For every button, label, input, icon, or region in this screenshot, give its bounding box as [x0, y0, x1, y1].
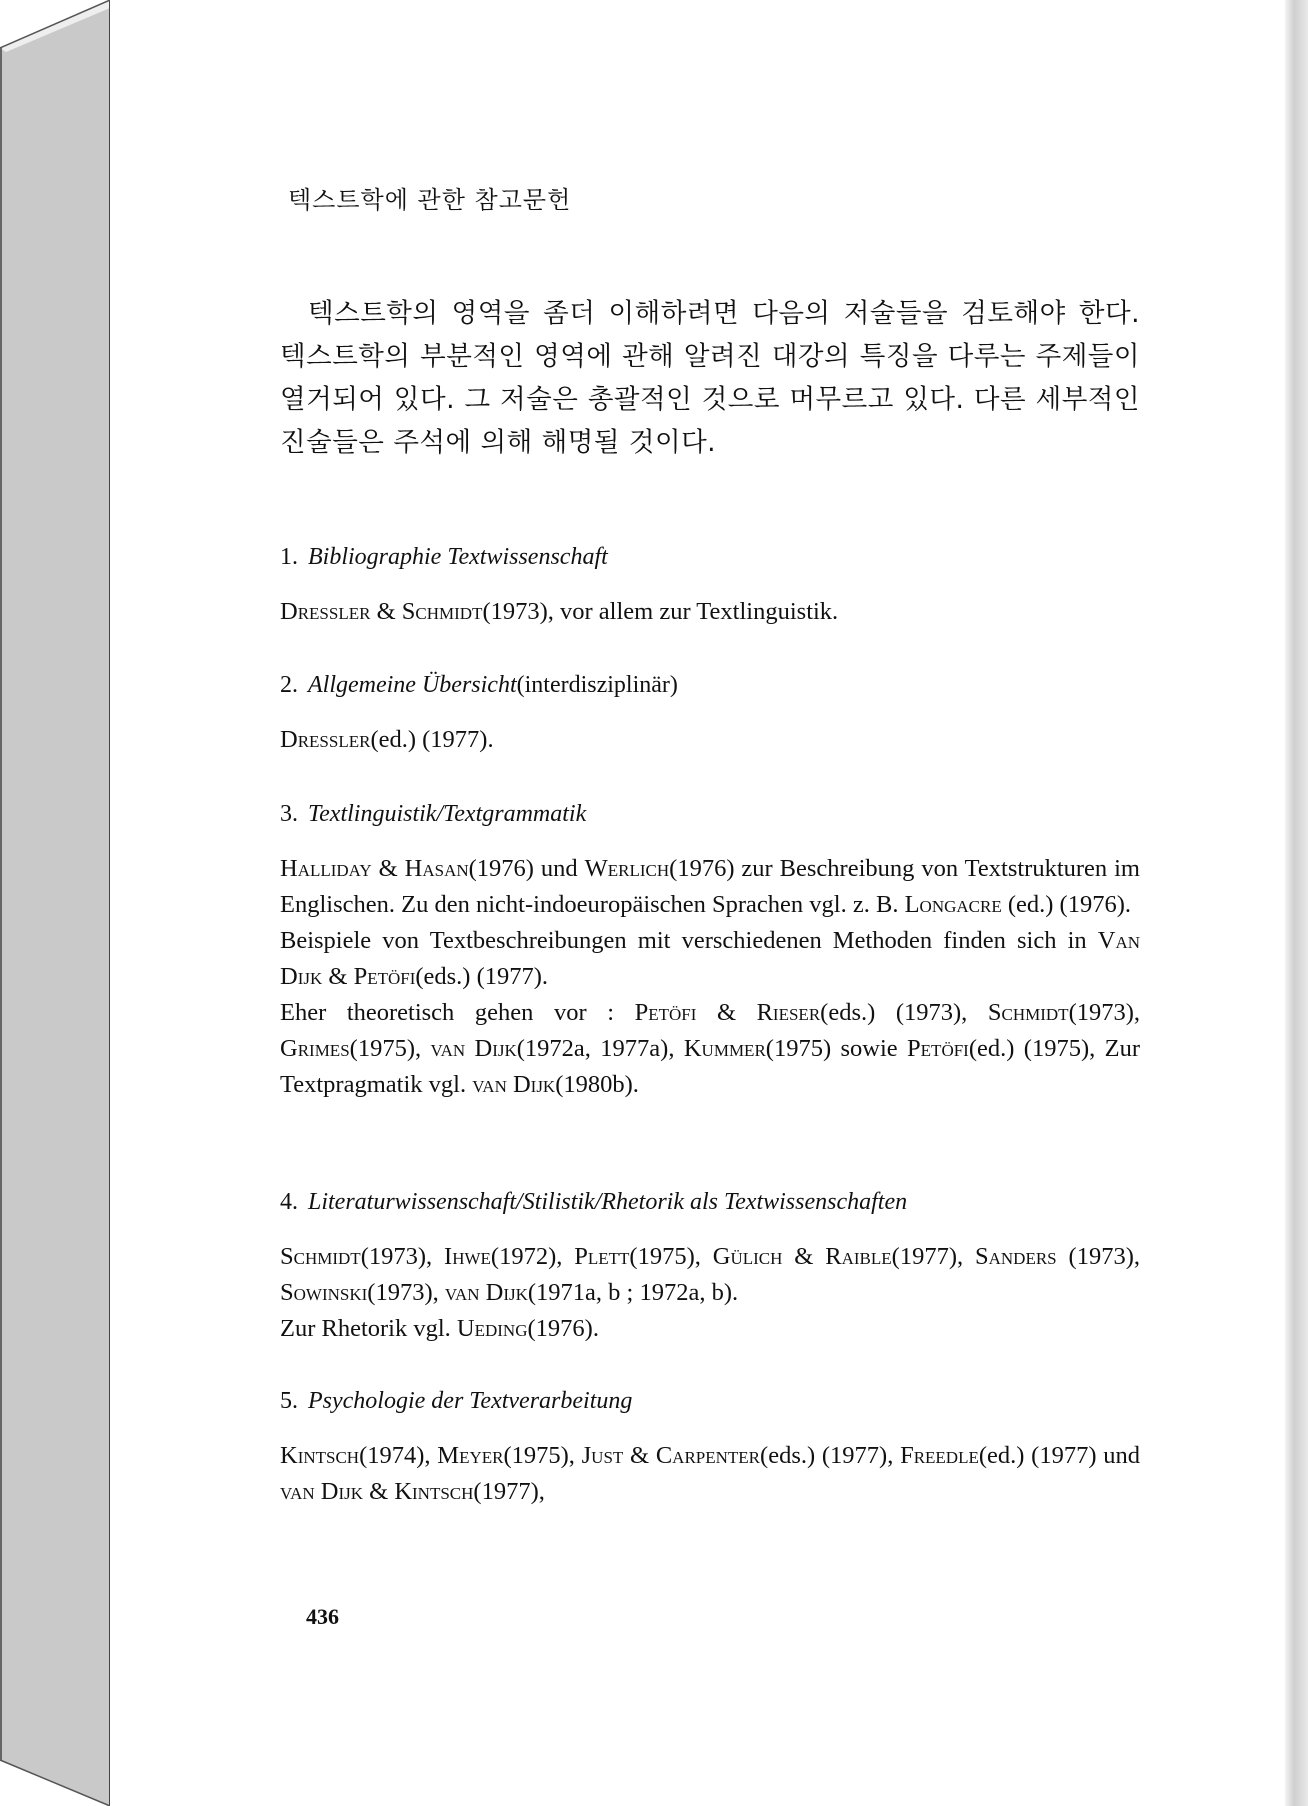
- section-number: 3.: [280, 801, 298, 827]
- section-paragraph: [280, 1438, 1140, 1510]
- section-paragraph: [280, 1311, 1140, 1347]
- author-name: Dressler: [280, 726, 371, 753]
- text-run: (1973),: [1056, 1243, 1140, 1270]
- text-run: (1976) und: [468, 855, 585, 882]
- intro-paragraph: 텍스트학의 영역을 좀더 이해하려면 다음의 저술들을 검토해야 한다. 텍스트학의 부분적인 영역에 관해 알려진 대강의 특징을 다루는 주제들이 열거되어 있다. 그 저술은 총괄적인 것으로 머무르고 있다. 다른 세부적인 진술들은 주석에 의해 해명될 것이다.: [280, 298, 1140, 458]
- section-body: [280, 594, 1140, 630]
- author-name: van Dijk: [280, 1478, 364, 1505]
- text-run: (1973), vor allem zur Textlinguistik.: [482, 598, 839, 625]
- text-run: Eher theoretisch gehen vor :: [280, 999, 635, 1026]
- text-run: Zur Rhetorik vgl.: [280, 1315, 457, 1342]
- author-name: Kummer: [683, 1035, 766, 1062]
- text-run: (1972),: [490, 1243, 575, 1270]
- text-run: (1980b).: [555, 1071, 639, 1098]
- text-run: (ed.) (1976).: [1001, 891, 1131, 918]
- text-run: (1975) sowie: [765, 1035, 908, 1062]
- section-paragraph: [280, 851, 1140, 923]
- author-name: van Dijk: [472, 1071, 556, 1098]
- author-name: Ueding: [456, 1315, 528, 1342]
- text-run: (1974),: [359, 1442, 438, 1469]
- author-name: Rieser: [756, 999, 821, 1026]
- section-title-extra: (interdisziplinär): [516, 672, 678, 698]
- text-run: (1973),: [1068, 999, 1141, 1026]
- section-number: 1.: [280, 544, 298, 570]
- text-run: &: [782, 1243, 826, 1270]
- section-number: 5.: [280, 1388, 298, 1414]
- text-run: &: [623, 1442, 656, 1469]
- section-1: [280, 540, 1140, 630]
- book-spine-edge: [0, 0, 110, 1806]
- text-run: (1976).: [527, 1315, 599, 1342]
- section-paragraph: [280, 995, 1140, 1103]
- author-name: Plett: [574, 1243, 630, 1270]
- section-3: [280, 797, 1140, 1103]
- text-run: &: [696, 999, 757, 1026]
- author-name: Petöfi: [907, 1035, 969, 1062]
- section-heading: [280, 1384, 1140, 1418]
- text-run: (1973),: [360, 1243, 445, 1270]
- author-name: Van Dijk: [280, 927, 1140, 990]
- page-number: 436: [306, 1604, 339, 1629]
- author-name: Petöfi: [634, 999, 697, 1026]
- section-heading: [280, 1185, 1140, 1219]
- text-run: (1975),: [349, 1035, 431, 1062]
- page-right-edge: [1285, 0, 1308, 1806]
- author-name: Just: [581, 1442, 624, 1469]
- section-title: Bibliographie Textwissenschaft: [308, 544, 608, 570]
- author-name: Schmidt: [987, 999, 1069, 1026]
- author-name: Kintsch: [280, 1442, 360, 1469]
- section-paragraph: [280, 1239, 1140, 1311]
- author-name: Gülich: [712, 1243, 783, 1270]
- author-name: Grimes: [280, 1035, 350, 1062]
- author-name: Freedle: [900, 1442, 979, 1469]
- text-run: (1975),: [629, 1243, 713, 1270]
- section-4: [280, 1185, 1140, 1347]
- author-name: Halliday: [280, 855, 372, 882]
- section-title: Psychologie der Textverarbeitung: [308, 1388, 633, 1414]
- text-run: (1977),: [891, 1243, 975, 1270]
- section-title: Textlinguistik/Textgrammatik: [308, 801, 587, 827]
- section-heading: [280, 540, 1140, 574]
- text-run: (ed.) (1975), Zur Textpragmatik vgl.: [280, 1035, 1140, 1098]
- author-name: van Dijk: [444, 1279, 528, 1306]
- author-name: Ihwe: [444, 1243, 491, 1270]
- author-name: Carpenter: [655, 1442, 761, 1469]
- section-2: [280, 668, 1140, 758]
- author-name: Werlich: [584, 855, 670, 882]
- text-run: (1977),: [473, 1478, 545, 1505]
- author-name: Sanders: [975, 1243, 1057, 1270]
- author-name: Hasan: [404, 855, 469, 882]
- text-run: &: [371, 855, 405, 882]
- text-run: (ed.) (1977).: [370, 726, 494, 753]
- section-heading: [280, 797, 1140, 831]
- section-paragraph: [280, 923, 1140, 995]
- section-title: Allgemeine Übersicht: [308, 672, 517, 698]
- author-name: Kintsch: [394, 1478, 474, 1505]
- author-name: Raible: [825, 1243, 892, 1270]
- text-run: (1973),: [367, 1279, 445, 1306]
- running-head: 텍스트학에 관한 참고문헌: [288, 186, 572, 214]
- section-5: [280, 1384, 1140, 1510]
- text-run: (1975),: [503, 1442, 582, 1469]
- author-name: Schmidt: [280, 1243, 361, 1270]
- section-title: Literaturwissenschaft/Stilistik/Rhetorik als Textwissenschaften: [308, 1189, 908, 1215]
- author-name: Dressler: [280, 598, 371, 625]
- text-run: (1976) zur Beschreibung von Textstrukturen im Englischen. Zu den nicht-indoeuropäischen Sprachen vgl. z. B.: [280, 855, 1140, 918]
- author-name: Longacre: [904, 891, 1002, 918]
- text-run: (eds.) (1977),: [760, 1442, 901, 1469]
- text-run: (1971a, b ; 1972a, b).: [527, 1279, 739, 1306]
- text-run: (1972a, 1977a),: [516, 1035, 684, 1062]
- text-run: Beispiele von Textbeschreibungen mit verschiedenen Methoden finden sich in: [280, 927, 1098, 954]
- author-name: Petöfi: [353, 963, 416, 990]
- section-body: [280, 722, 1140, 758]
- section-number: 4.: [280, 1189, 298, 1215]
- text-run: &: [322, 963, 354, 990]
- section-heading: [280, 668, 1140, 702]
- author-name: Schmidt: [401, 598, 483, 625]
- text-run: (eds.) (1977).: [415, 963, 549, 990]
- text-run: (eds.) (1973),: [820, 999, 988, 1026]
- author-name: van Dijk: [430, 1035, 517, 1062]
- author-name: Meyer: [437, 1442, 504, 1469]
- text-run: &: [370, 598, 402, 625]
- section-number: 2.: [280, 672, 298, 698]
- text-run: &: [363, 1478, 395, 1505]
- author-name: Sowinski: [280, 1279, 368, 1306]
- text-run: (ed.) (1977) und: [978, 1442, 1140, 1469]
